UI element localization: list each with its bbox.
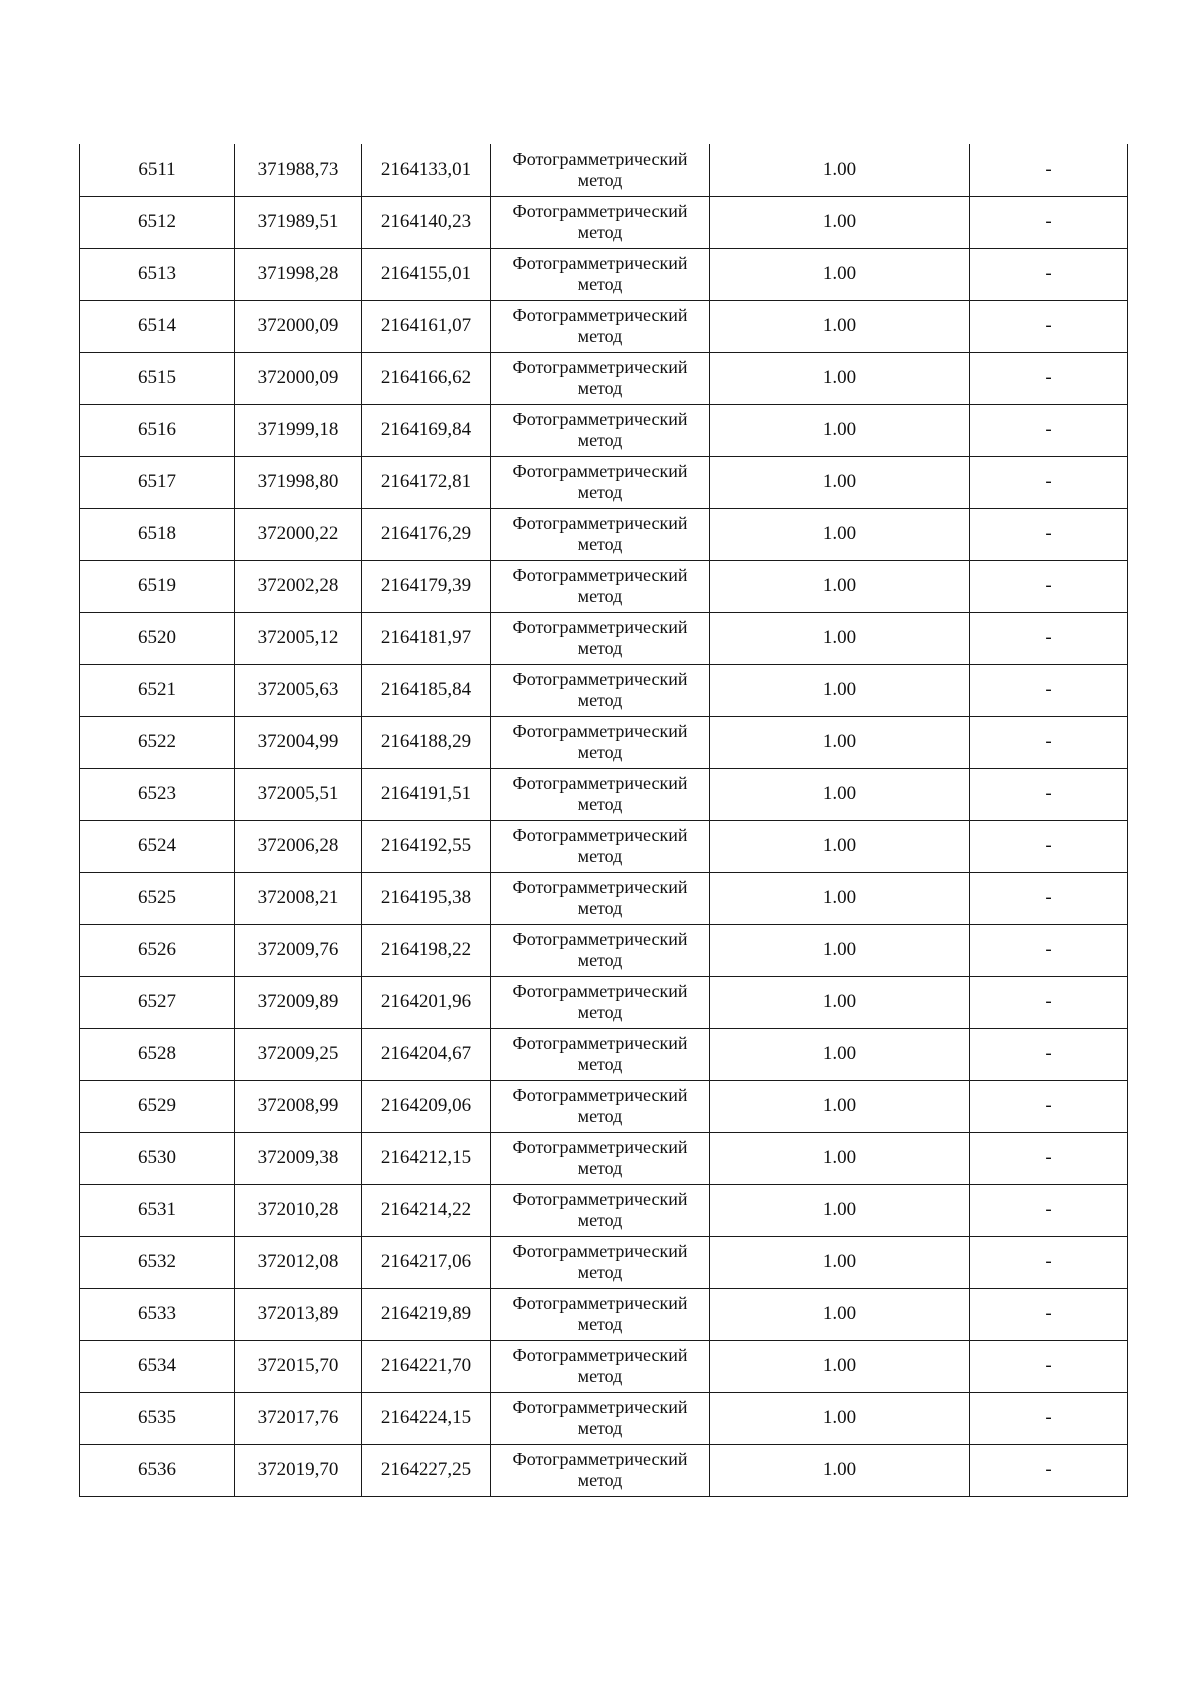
method-line-1: Фотограмметрический [512,981,688,1001]
y-coordinate-cell: 2164195,38 [362,872,491,924]
x-coordinate-cell: 372000,22 [235,508,362,560]
accuracy-cell: 1.00 [710,560,970,612]
accuracy-cell: 1.00 [710,1392,970,1444]
point-number-cell: 6525 [80,872,235,924]
table-row [80,976,1128,1028]
method-cell [491,872,710,924]
accuracy-cell: 1.00 [710,144,970,196]
accuracy-cell: 1.00 [710,1184,970,1236]
y-coordinate-cell: 2164179,39 [362,560,491,612]
x-coordinate-cell: 372015,70 [235,1340,362,1392]
method-cell [491,924,710,976]
accuracy-cell: 1.00 [710,352,970,404]
x-coordinate-cell: 371989,51 [235,196,362,248]
method-line-2: метод [577,1158,623,1178]
note-cell: - [970,1236,1128,1288]
note-cell: - [970,196,1128,248]
method-line-2: метод [577,169,623,190]
accuracy-cell: 1.00 [710,716,970,768]
method-line-1: Фотограмметрический [512,1397,688,1417]
x-coordinate-cell: 372009,25 [235,1028,362,1080]
method-line-1: Фотограмметрический [512,929,688,949]
x-coordinate-cell: 372009,76 [235,924,362,976]
x-coordinate-cell: 372013,89 [235,1288,362,1340]
method-line-2: метод [577,326,623,346]
y-coordinate-cell: 2164214,22 [362,1184,491,1236]
method-cell [491,1132,710,1184]
method-line-2: метод [577,846,623,866]
method-line-1: Фотограмметрический [512,565,688,585]
y-coordinate-cell: 2164192,55 [362,820,491,872]
method-cell [491,196,710,248]
y-coordinate-cell: 2164155,01 [362,248,491,300]
point-number-cell: 6512 [80,196,235,248]
method-line-2: метод [577,482,623,502]
note-cell: - [970,1444,1128,1496]
method-line-1: Фотограмметрический [512,201,688,221]
note-cell: - [970,1080,1128,1132]
note-cell: - [970,768,1128,820]
x-coordinate-cell: 372012,08 [235,1236,362,1288]
method-line-2: метод [577,1262,623,1282]
point-number-cell: 6520 [80,612,235,664]
table-row [80,1132,1128,1184]
accuracy-cell: 1.00 [710,1028,970,1080]
method-line-2: метод [577,690,623,710]
y-coordinate-cell: 2164185,84 [362,664,491,716]
y-coordinate-cell: 2164204,67 [362,1028,491,1080]
accuracy-cell: 1.00 [710,976,970,1028]
accuracy-cell: 1.00 [710,1288,970,1340]
x-coordinate-cell: 372000,09 [235,352,362,404]
method-line-2: метод [577,950,623,970]
method-cell [491,352,710,404]
point-number-cell: 6519 [80,560,235,612]
y-coordinate-cell: 2164227,25 [362,1444,491,1496]
method-line-2: метод [577,1210,623,1230]
table-row [80,352,1128,404]
table-row [80,1080,1128,1132]
x-coordinate-cell: 371999,18 [235,404,362,456]
accuracy-cell: 1.00 [710,456,970,508]
y-coordinate-cell: 2164188,29 [362,716,491,768]
method-line-1: Фотограмметрический [512,1345,688,1365]
point-number-cell: 6532 [80,1236,235,1288]
method-line-1: Фотограмметрический [512,721,688,741]
note-cell: - [970,1392,1128,1444]
accuracy-cell: 1.00 [710,508,970,560]
x-coordinate-cell: 372005,51 [235,768,362,820]
point-number-cell: 6528 [80,1028,235,1080]
method-line-1: Фотограмметрический [512,253,688,273]
accuracy-cell: 1.00 [710,820,970,872]
method-line-2: метод [577,534,623,554]
table-row [80,248,1128,300]
x-coordinate-cell: 372009,89 [235,976,362,1028]
note-cell: - [970,508,1128,560]
x-coordinate-cell: 372000,09 [235,300,362,352]
note-cell: - [970,664,1128,716]
x-coordinate-cell: 371988,73 [235,144,362,196]
x-coordinate-cell: 371998,80 [235,456,362,508]
method-line-1: Фотограмметрический [512,1137,688,1157]
y-coordinate-cell: 2164181,97 [362,612,491,664]
note-cell: - [970,924,1128,976]
method-line-1: Фотограмметрический [512,1449,688,1469]
table-row [80,508,1128,560]
table-row [80,1184,1128,1236]
x-coordinate-cell: 372008,21 [235,872,362,924]
method-cell [491,1444,710,1496]
method-cell [491,248,710,300]
method-line-2: метод [577,638,623,658]
accuracy-cell: 1.00 [710,612,970,664]
point-number-cell: 6527 [80,976,235,1028]
point-number-cell: 6524 [80,820,235,872]
method-line-1: Фотограмметрический [512,617,688,637]
x-coordinate-cell: 372010,28 [235,1184,362,1236]
x-coordinate-cell: 371998,28 [235,248,362,300]
table-row [80,196,1128,248]
y-coordinate-cell: 2164217,06 [362,1236,491,1288]
method-line-2: метод [577,1002,623,1022]
table-row [80,1340,1128,1392]
y-coordinate-cell: 2164198,22 [362,924,491,976]
x-coordinate-cell: 372004,99 [235,716,362,768]
point-number-cell: 6534 [80,1340,235,1392]
method-cell [491,664,710,716]
y-coordinate-cell: 2164172,81 [362,456,491,508]
note-cell: - [970,976,1128,1028]
table-row [80,1028,1128,1080]
method-line-2: метод [577,1418,623,1438]
method-cell [491,456,710,508]
accuracy-cell: 1.00 [710,300,970,352]
note-cell: - [970,1340,1128,1392]
table-row [80,560,1128,612]
method-line-2: метод [577,586,623,606]
point-number-cell: 6533 [80,1288,235,1340]
method-line-1: Фотограмметрический [512,461,688,481]
method-cell [491,1028,710,1080]
method-line-2: метод [577,430,623,450]
method-line-1: Фотограмметрический [512,409,688,429]
y-coordinate-cell: 2164169,84 [362,404,491,456]
accuracy-cell: 1.00 [710,404,970,456]
table-row [80,1392,1128,1444]
accuracy-cell: 1.00 [710,1080,970,1132]
point-number-cell: 6531 [80,1184,235,1236]
method-line-1: Фотограмметрический [512,1033,688,1053]
method-line-1: Фотограмметрический [512,1189,688,1209]
method-line-1: Фотограмметрический [512,773,688,793]
accuracy-cell: 1.00 [710,924,970,976]
point-number-cell: 6529 [80,1080,235,1132]
y-coordinate-cell: 2164219,89 [362,1288,491,1340]
note-cell: - [970,1288,1128,1340]
method-cell [491,1184,710,1236]
accuracy-cell: 1.00 [710,872,970,924]
table-row [80,300,1128,352]
note-cell: - [970,144,1128,196]
table-row [80,716,1128,768]
note-cell: - [970,456,1128,508]
x-coordinate-cell: 372009,38 [235,1132,362,1184]
point-number-cell: 6530 [80,1132,235,1184]
method-cell [491,976,710,1028]
y-coordinate-cell: 2164209,06 [362,1080,491,1132]
accuracy-cell: 1.00 [710,1132,970,1184]
table-row [80,404,1128,456]
note-cell: - [970,612,1128,664]
note-cell: - [970,300,1128,352]
method-cell [491,1392,710,1444]
accuracy-cell: 1.00 [710,248,970,300]
y-coordinate-cell: 2164191,51 [362,768,491,820]
method-line-1: Фотограмметрический [512,825,688,845]
note-cell: - [970,872,1128,924]
accuracy-cell: 1.00 [710,196,970,248]
point-number-cell: 6515 [80,352,235,404]
method-line-2: метод [577,742,623,762]
method-line-1: Фотограмметрический [512,1293,688,1313]
x-coordinate-cell: 372005,63 [235,664,362,716]
accuracy-cell: 1.00 [710,1340,970,1392]
point-number-cell: 6522 [80,716,235,768]
note-cell: - [970,1132,1128,1184]
method-line-2: метод [577,1054,623,1074]
point-number-cell: 6526 [80,924,235,976]
note-cell: - [970,352,1128,404]
note-cell: - [970,404,1128,456]
method-line-2: метод [577,794,623,814]
method-line-2: метод [577,274,623,294]
method-cell [491,820,710,872]
point-number-cell: 6536 [80,1444,235,1496]
method-line-2: метод [577,378,623,398]
point-number-cell: 6535 [80,1392,235,1444]
y-coordinate-cell: 2164221,70 [362,1340,491,1392]
note-cell: - [970,820,1128,872]
y-coordinate-cell: 2164176,29 [362,508,491,560]
note-cell: - [970,248,1128,300]
accuracy-cell: 1.00 [710,1444,970,1496]
coordinates-table [79,144,1128,1497]
method-line-1: Фотограмметрический [512,357,688,377]
method-cell [491,144,710,196]
method-line-2: метод [577,1314,623,1334]
x-coordinate-cell: 372002,28 [235,560,362,612]
x-coordinate-cell: 372019,70 [235,1444,362,1496]
note-cell: - [970,1028,1128,1080]
point-number-cell: 6514 [80,300,235,352]
table-row [80,144,1128,196]
point-number-cell: 6516 [80,404,235,456]
x-coordinate-cell: 372008,99 [235,1080,362,1132]
point-number-cell: 6517 [80,456,235,508]
x-coordinate-cell: 372006,28 [235,820,362,872]
x-coordinate-cell: 372017,76 [235,1392,362,1444]
method-line-1: Фотограмметрический [512,877,688,897]
table-row [80,456,1128,508]
method-cell [491,768,710,820]
point-number-cell: 6513 [80,248,235,300]
method-cell [491,612,710,664]
method-cell [491,716,710,768]
method-line-2: метод [577,1366,623,1386]
method-cell [491,508,710,560]
point-number-cell: 6518 [80,508,235,560]
table-row [80,664,1128,716]
note-cell: - [970,560,1128,612]
accuracy-cell: 1.00 [710,1236,970,1288]
method-cell [491,560,710,612]
table-row [80,820,1128,872]
y-coordinate-cell: 2164166,62 [362,352,491,404]
method-line-2: метод [577,222,623,242]
method-cell [491,300,710,352]
method-cell [491,1080,710,1132]
method-line-2: метод [577,1470,623,1490]
method-cell [491,404,710,456]
y-coordinate-cell: 2164212,15 [362,1132,491,1184]
method-line-1: Фотограмметрический [512,305,688,325]
y-coordinate-cell: 2164161,07 [362,300,491,352]
coordinates-table-body [80,144,1128,1496]
point-number-cell: 6523 [80,768,235,820]
point-number-cell: 6511 [80,144,235,196]
table-row [80,768,1128,820]
accuracy-cell: 1.00 [710,768,970,820]
method-cell [491,1236,710,1288]
table-row [80,924,1128,976]
method-line-2: метод [577,898,623,918]
method-line-1: Фотограмметрический [512,669,688,689]
accuracy-cell: 1.00 [710,664,970,716]
method-line-1: Фотограмметрический [512,148,688,169]
table-row [80,1236,1128,1288]
method-cell [491,1340,710,1392]
table-row [80,612,1128,664]
method-line-1: Фотограмметрический [512,513,688,533]
note-cell: - [970,1184,1128,1236]
y-coordinate-cell: 2164224,15 [362,1392,491,1444]
table-row [80,1444,1128,1496]
method-line-1: Фотограмметрический [512,1085,688,1105]
note-cell: - [970,716,1128,768]
x-coordinate-cell: 372005,12 [235,612,362,664]
y-coordinate-cell: 2164201,96 [362,976,491,1028]
method-line-1: Фотограмметрический [512,1241,688,1261]
point-number-cell: 6521 [80,664,235,716]
y-coordinate-cell: 2164140,23 [362,196,491,248]
method-line-2: метод [577,1106,623,1126]
y-coordinate-cell: 2164133,01 [362,144,491,196]
table-row [80,872,1128,924]
method-cell [491,1288,710,1340]
table-row [80,1288,1128,1340]
